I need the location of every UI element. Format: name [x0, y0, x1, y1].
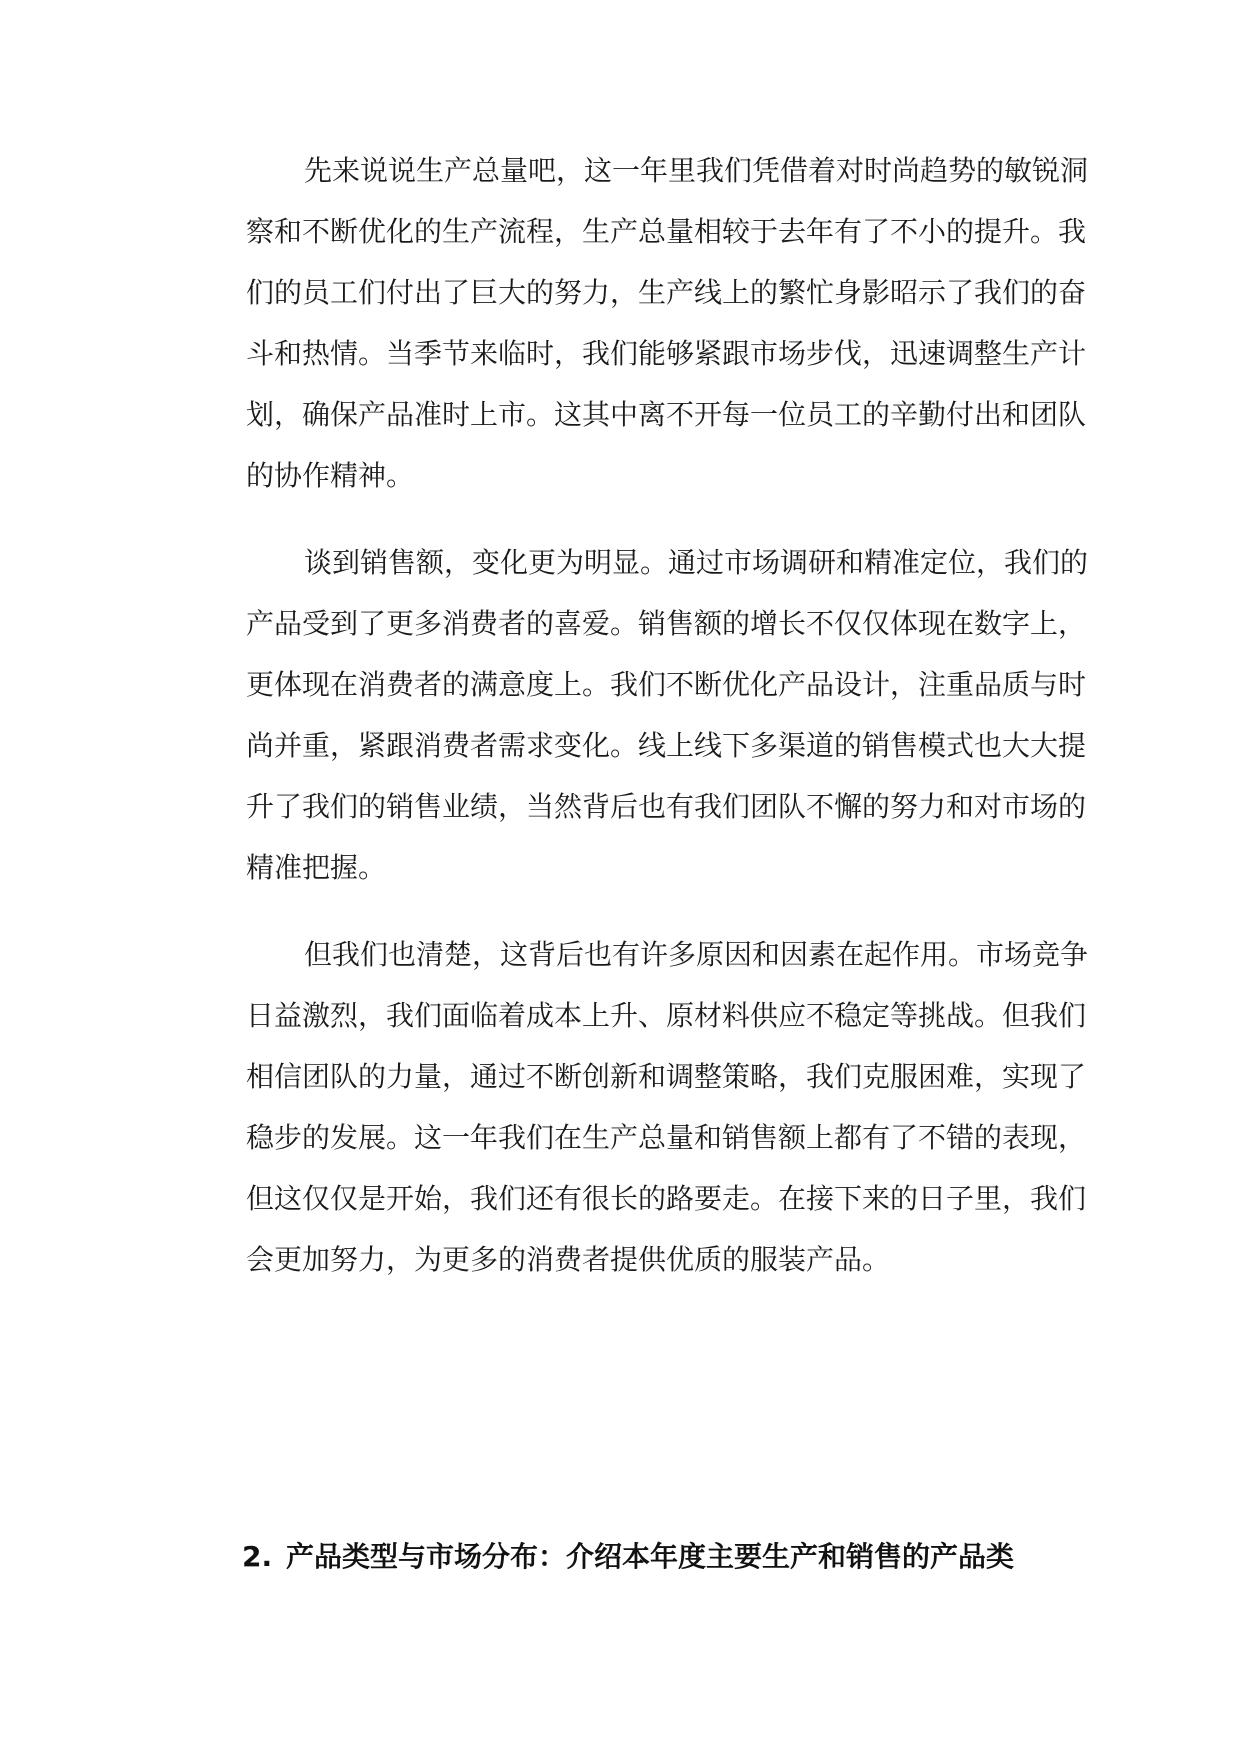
- paragraph-line: 们的员工们付出了巨大的努力，生产线上的繁忙身影昭示了我们的奋: [246, 276, 1087, 309]
- paragraph-production: [188, 140, 1089, 506]
- paragraph-line: 产品受到了更多消费者的喜爱。销售额的增长不仅仅体现在数字上，: [246, 607, 1087, 640]
- paragraph-line: 但我们也清楚，这背后也有许多原因和因素在起作用。市场竞争: [304, 938, 1089, 971]
- paragraph-line: 察和不断优化的生产流程，生产总量相较于去年有了不小的提升。我: [246, 215, 1087, 248]
- section-number: 2.: [242, 1540, 273, 1573]
- paragraph-line: 的协作精神。: [246, 459, 415, 492]
- paragraph-line: 斗和热情。当季节来临时，我们能够紧跟市场步伐，迅速调整生产计: [246, 337, 1087, 370]
- section-title: 产品类型与市场分布：介绍本年度主要生产和销售的产品类: [286, 1540, 1015, 1573]
- paragraph-line: 稳步的发展。这一年我们在生产总量和销售额上都有了不错的表现，: [246, 1121, 1087, 1154]
- paragraph-line: 日益激烈，我们面临着成本上升、原材料供应不稳定等挑战。但我们: [246, 999, 1087, 1032]
- document-body: [188, 140, 1089, 1316]
- paragraph-challenges: [188, 924, 1089, 1290]
- paragraph-line: 更体现在消费者的满意度上。我们不断优化产品设计，注重品质与时: [246, 668, 1087, 701]
- paragraph-line: 会更加努力，为更多的消费者提供优质的服装产品。: [246, 1243, 891, 1276]
- paragraph-line: 尚并重，紧跟消费者需求变化。线上线下多渠道的销售模式也大大提: [246, 729, 1087, 762]
- paragraph-line: 划，确保产品准时上市。这其中离不开每一位员工的辛勤付出和团队: [246, 398, 1087, 431]
- paragraph-line: 相信团队的力量，通过不断创新和调整策略，我们克服困难，实现了: [246, 1060, 1087, 1093]
- paragraph-line: 精准把握。: [246, 851, 387, 884]
- section-heading: [242, 1537, 1062, 1577]
- paragraph-line: 但这仅仅是开始，我们还有很长的路要走。在接下来的日子里，我们: [246, 1182, 1087, 1215]
- paragraph-line: 先来说说生产总量吧，这一年里我们凭借着对时尚趋势的敏锐洞: [304, 154, 1089, 187]
- paragraph-sales: [188, 532, 1089, 898]
- paragraph-line: 升了我们的销售业绩，当然背后也有我们团队不懈的努力和对市场的: [246, 790, 1087, 823]
- paragraph-line: 谈到销售额，变化更为明显。通过市场调研和精准定位，我们的: [304, 546, 1089, 579]
